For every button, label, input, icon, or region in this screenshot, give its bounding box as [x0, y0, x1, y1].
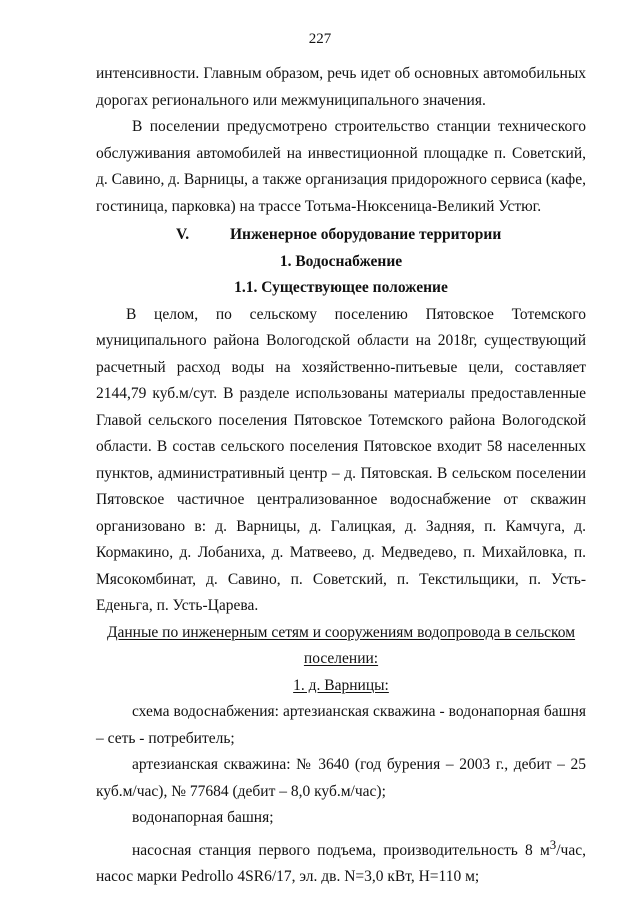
- paragraph-water-supply: В целом, по сельскому поселению Пятовское Тотемского муниципального района Вологодской области на 2018г, существующий расчетный расход воды на хозяйственно-питьевые цели, составляет 2144,79 куб.м/сут. В разделе использованы материалы предоставленные Главой сельского поселения Пятовское Тотемского района Вологодской области. В состав сельского поселения Пятовское входит 58 населенных пунктов, административный центр – д. Пятовская. В сельском поселении Пятовское частичное централизованное водоснабжение от скважин организовано в: д. Варницы, д. Галицкая, д. Задняя, п. Камчуга, д. Кормакино, д. Лобаниха, д. Матвеево, д. Медведево, п. Михайловка, п. Мясокомбинат, д. Савино, п. Советский, п. Текстильщики, п. Усть-Еденьга, п. Усть-Царева.: [96, 305, 586, 614]
- data-title: Данные по инженерным сетям и сооружениям водопровода в сельском поселении:: [106, 623, 576, 667]
- item-tower: водонапорная башня;: [132, 809, 274, 826]
- pump-text-before: насосная станция первого подъема, производительность 8 м: [132, 841, 550, 859]
- section-title: Инженерное оборудование территории: [230, 226, 502, 243]
- paragraph-intensity: интенсивности. Главным образом, речь идет об основных автомобильных дорогах регионального или межмуниципального значения.: [96, 65, 586, 109]
- item-scheme: схема водоснабжения: артезианская скважина - водонапорная башня – сеть - потребитель;: [96, 703, 586, 747]
- item-pump-station: [96, 832, 586, 891]
- pump-superscript: 3: [549, 836, 557, 852]
- pump-text-after: /час, насос марки Pedrollo 4SR6/17, эл. дв. N=3,0 кВт, H=110 м;: [96, 841, 586, 886]
- subsubsection-heading: 1.1. Существующее положение: [234, 279, 448, 296]
- section-heading: [96, 222, 586, 249]
- section-number: V.: [176, 226, 190, 243]
- page-number: 227: [308, 31, 332, 47]
- item-well: артезианская скважина: № 3640 (год бурения – 2003 г., дебит – 25 куб.м/час), № 77684 (дебит – 8,0 куб.м/час);: [96, 756, 586, 800]
- settlement-title: 1. д. Варницы:: [293, 676, 389, 694]
- paragraph-service-station: В поселении предусмотрено строительство станции технического обслуживания автомобилей на инвестиционной площадке п. Советский, д. Савино, д. Варницы, а также организация придорожного сервиса (кафе, гостиница, парковка) на трассе Тотьма-Нюксеница-Великий Устюг.: [96, 118, 586, 215]
- page-content: [96, 61, 586, 891]
- subsection-heading: 1. Водоснабжение: [279, 252, 403, 270]
